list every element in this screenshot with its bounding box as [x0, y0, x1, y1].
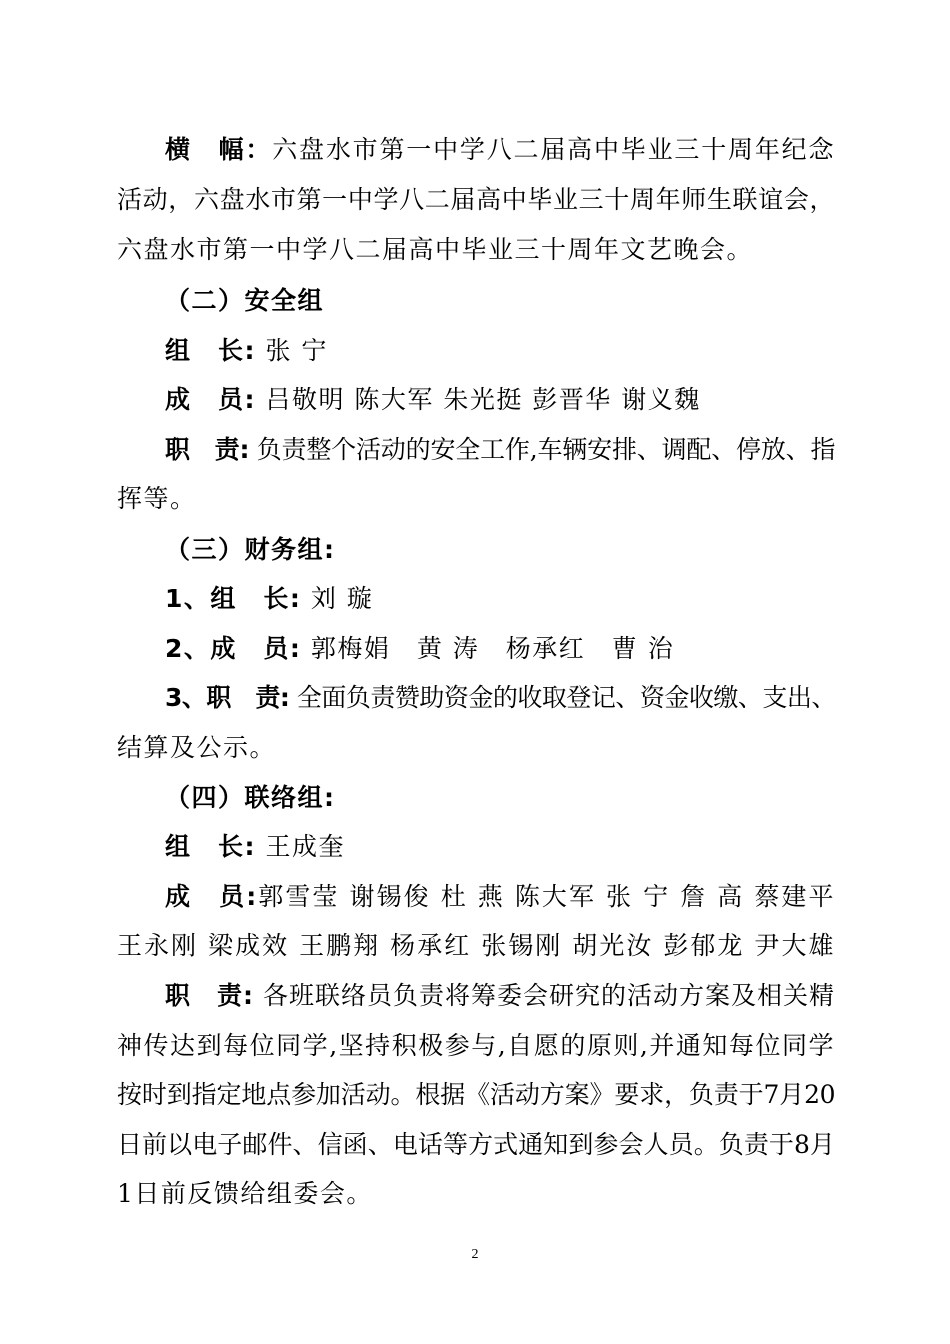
finance-leader-line	[165, 579, 835, 619]
liaison-duty-label: 职 责:	[165, 981, 255, 1010]
liaison-duty-text-1: 各班联络员负责将筹委会研究的活动方案及相关精	[262, 981, 835, 1010]
banner-line-3: 六盘水市第一中学八二届高中毕业三十周年文艺晚会。	[117, 235, 754, 264]
banner-text-1: 六盘水市第一中学八二届高中毕业三十周年纪念	[272, 135, 835, 164]
banner-label: 横 幅：	[165, 135, 273, 164]
liaison-heading: （四）联络组:	[165, 783, 336, 812]
security-members-value: 吕敬明 陈大军 朱光挺 彭晋华 谢义魏	[265, 385, 701, 414]
finance-duty-text-1: 全面负责赞助资金的收取登记、资金收缴、支出、	[296, 683, 836, 712]
security-heading: （二）安全组	[165, 286, 325, 315]
security-duty-label: 职 责:	[165, 435, 249, 464]
security-members-label: 成 员:	[165, 385, 256, 414]
security-duty-line-2: 挥等。	[117, 484, 197, 513]
liaison-duty-line-4: 日前以电子邮件、信函、电话等方式通知到参会人员。负责于8月	[117, 1130, 835, 1159]
security-leader-value: 张 宁	[265, 336, 328, 365]
security-members-line	[165, 380, 835, 420]
security-duty-text-1: 负责整个活动的安全工作,车辆安排、调配、停放、指	[256, 435, 835, 464]
liaison-duty-line-5: 1日前反馈给组委会。	[117, 1179, 373, 1208]
finance-leader-label: 1、组 长:	[165, 584, 302, 613]
security-leader-label: 组 长:	[165, 336, 256, 365]
liaison-leader-value: 王成奎	[265, 832, 345, 861]
finance-duty-line-1	[165, 678, 835, 718]
finance-duty-label: 3、职 责:	[165, 683, 290, 712]
liaison-leader-line	[165, 827, 835, 867]
finance-members-line	[165, 629, 835, 669]
security-leader-line	[165, 331, 835, 371]
finance-leader-value: 刘 璇	[310, 584, 374, 613]
liaison-members-text-1: 郭雪莹 谢锡俊 杜 燕 陈大军 张 宁 詹 高 蔡建平	[257, 882, 835, 911]
liaison-duty-line-3: 按时到指定地点参加活动。根据《活动方案》要求，负责于7月20	[117, 1080, 835, 1109]
security-duty-line-1	[165, 430, 835, 470]
finance-duty-line-2: 结算及公示。	[117, 733, 277, 762]
liaison-members-line-2: 王永刚 梁成效 王鹏翔 杨承红 张锡刚 胡光汝 彭郁龙 尹大雄	[117, 931, 835, 960]
liaison-duty-line-2: 神传达到每位同学,坚持积极参与,自愿的原则,并通知每位同学	[117, 1031, 835, 1060]
liaison-leader-label: 组 长:	[165, 832, 256, 861]
page-number: 2	[471, 1247, 479, 1262]
finance-members-label: 2、成 员:	[165, 634, 302, 663]
finance-members-value: 郭梅娟 黄 涛 杨承红 曹 治	[310, 634, 675, 663]
liaison-members-label: 成 员:	[165, 882, 258, 911]
finance-heading: （三）财务组:	[165, 535, 336, 564]
banner-line-1	[165, 130, 835, 170]
liaison-duty-line-1	[165, 976, 835, 1016]
banner-line-2: 活动，六盘水市第一中学八二届高中毕业三十周年师生联谊会，	[117, 185, 835, 214]
liaison-members-line-1	[165, 877, 835, 917]
